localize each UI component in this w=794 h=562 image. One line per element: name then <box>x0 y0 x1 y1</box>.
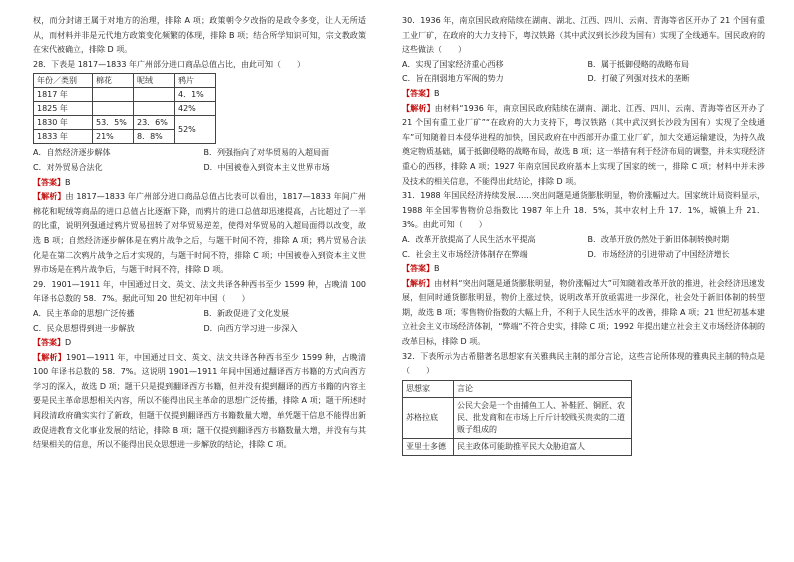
analysis-tag: 【解析】 <box>402 278 435 288</box>
table-row <box>403 397 632 438</box>
analysis-text: 由 1817—1833 年广州部分进口商品总值占比表可以看出，1817—1833 年间广州棉花和呢绒等商品的进口总值占比逐渐下降，而鸦片的进口总值却迅速提高，占比超过了一半的比重，说明列强通过鸦片贸易扭转了对华贸易逆差，使得对华贸易的入超局面得以改变，故选 B 项；自然经济逐步解体是在鸦片战争之后，与题干时间不符，排除 A 项；鸦片贸易合法化是在第二次鸦片战争之后才实现的，与题干时间不符，排除 C 项；中国被卷入到资本主义世界市场是在鸦片战争后，与题干时间不符，排除 D 项。 <box>33 192 366 275</box>
q28-answer <box>33 176 366 191</box>
analysis-text: 由材料“1936 年，南京国民政府陆续在湖南、湖北、江西、四川、云南、青海等省区开办了 21 个国有重工业厂矿”“在政府的大力支持下，粤汉铁路（其中武汉到长沙段为国有）实现了全线通车”可知随着日本侵华进程的加快，国民政府在中西部开办重工业厂矿，加大交通运输建设，为持久战奠定物质基础，属于抵御侵略的战略布局，故选 B 项；这一举措有利于经济布局的调整，并未实现经济重心的西移，排除 A 项；1927 年南京国民政府基本上实现了国家的统一，排除 C 项；材料中并未涉及技术的相关信息，不能得出此结论，排除 D 项。 <box>402 103 766 186</box>
option-d: D．市场经济的引进带动了中国经济增长 <box>587 249 730 259</box>
continuation-text: 权，而分封诸王属于对地方的治理，排除 A 项；政策朝令夕改指的是政令多变，让人无所适从，而材料并非是元代地方政策变化频繁的体现，排除 B 项；结合所学知识可知，宗文教政策在宋代被确立，排除 D 项。 <box>33 16 366 55</box>
q30-analysis <box>402 102 765 190</box>
answer-value: B <box>434 264 440 274</box>
option-a: A．实现了国家经济重心西移 <box>402 59 504 69</box>
table-cell: 1833 年 <box>34 130 93 144</box>
table-cell: 1825 年 <box>34 102 93 116</box>
table-cell: 苏格拉底 <box>403 397 454 438</box>
option-c: C．社会主义市场经济体制存在弊端 <box>402 249 528 259</box>
table-cell: 民主政体可能助推平民大众胁迫富人 <box>454 438 632 455</box>
q30-stem: 30．1936 年，南京国民政府陆续在湖南、湖北、江西、四川、云南、青海等省区开办了 21 个国有重工业厂矿，在政府的大力支持下，粤汉铁路（其中武汉到长沙段为国有）实现了全线通车。国民政府的这些做法（ ） <box>402 16 765 55</box>
table-cell: 52% <box>175 116 216 144</box>
table-cell: 公民大会是一个由捕鱼工人、补鞋匠、铜匠、农民、批发商和在市场上斤斤计较贱买贵卖的二道贩子组成的 <box>454 397 632 438</box>
option-b: B．改革开放仍然处于新旧体制转换时期 <box>587 234 729 244</box>
answer-tag: 【答案】 <box>33 177 65 187</box>
q29-analysis <box>33 351 366 453</box>
table-header-cell: 言论 <box>454 380 632 397</box>
table-header-row <box>403 380 632 397</box>
table-cell <box>93 102 134 116</box>
answer-tag: 【答案】 <box>402 88 434 98</box>
table-cell: 21% <box>93 130 134 144</box>
table-row <box>34 116 216 130</box>
q32-table <box>402 380 632 456</box>
q31-stem: 31．1988 年国民经济持续发展……突出问题是通货膨胀明显，物价涨幅过大。国家统计局资料显示，1988 年全国零售物价总指数比 1987 年上升 18．5%，其中农村上升 17．1%，城镇上升 21．3%。由此可知（ ） <box>402 191 765 230</box>
option-b: B．属于抵御侵略的战略布局 <box>587 59 689 69</box>
right-column <box>402 14 765 458</box>
q30-options <box>402 58 765 87</box>
left-column <box>33 14 366 453</box>
q29-stem: 29．1901—1911 年，中国通过日文、英文、法文共译各种西书至少 1599 种，占晚清 100 年译书总数的 58．7%。据此可知 20 世纪初年中国（ ） <box>33 279 366 304</box>
table-header-cell: 棉花 <box>93 74 134 88</box>
q28-table <box>33 73 216 144</box>
q32-stem: 32．下表所示为古希腊著名思想家有关雅典民主制的部分言论，这些言论所体现的雅典民主制的特点是（ ） <box>402 351 765 376</box>
table-header-cell: 年份／类别 <box>34 74 93 88</box>
analysis-text: 1901—1911 年，中国通过日文、英文、法文共译各种西书至少 1599 种，占晚清 100 年译书总数的 58．7%。这说明 1901—1911 年间中国通过翻译西方书籍的方式向西方学习的深入，故选 D 项；题干只是提到翻译西方书籍，但并没有提到翻译的西方书籍的内容主要是民主革命思想相关内容，所以不能得出民主革命的思想广泛传播，排除 A 项；题干所述时间段清政府确实实行了新政，但题干仅提到翻译西方书籍数量大增，单凭题干信息不能得出新政促进教育文化事业发展的结论，排除 B 项；题干仅提到翻译西方书籍数量大增，并没有与其结果相关的信息，所以不能得出民众思想进一步解放的结论，排除 C 项。 <box>33 352 366 450</box>
table-cell <box>93 88 134 102</box>
option-b: B．新政促进了文化发展 <box>203 308 289 318</box>
table-header-row <box>34 74 216 88</box>
table-cell: 42% <box>175 102 216 116</box>
table-cell: 23．6% <box>134 116 175 130</box>
table-header-cell: 呢绒 <box>134 74 175 88</box>
answer-value: B <box>65 177 71 187</box>
q29-options <box>33 307 366 336</box>
table-cell <box>134 102 175 116</box>
analysis-tag: 【解析】 <box>33 352 67 362</box>
table-cell: 4．1% <box>175 88 216 102</box>
option-a: A．改革开放提高了人民生活水平提高 <box>402 234 536 244</box>
table-row <box>34 88 216 102</box>
option-c: C．对外贸易合法化 <box>33 162 103 172</box>
table-header-cell: 鸦片 <box>175 74 216 88</box>
table-cell <box>134 88 175 102</box>
option-a: A．民主革命的思想广泛传播 <box>33 308 135 318</box>
option-d: D．打破了列强对技术的垄断 <box>587 74 690 84</box>
q28-options <box>33 146 366 175</box>
table-cell: 1817 年 <box>34 88 93 102</box>
q28-stem: 28．下表是 1817—1833 年广州部分进口商品总值占比，由此可知（ ） <box>33 59 305 69</box>
option-a: A．自然经济逐步解体 <box>33 148 111 158</box>
answer-tag: 【答案】 <box>33 338 65 348</box>
table-row <box>34 102 216 116</box>
q30-answer <box>402 87 765 102</box>
q29-answer <box>33 336 366 351</box>
table-cell: 53．5% <box>93 116 134 130</box>
option-b: B．列强指向了对华贸易的入超局面 <box>203 148 329 158</box>
answer-tag: 【答案】 <box>402 264 434 274</box>
option-d: D．中国被卷入到资本主义世界市场 <box>203 162 330 172</box>
q31-answer <box>402 262 765 277</box>
answer-value: B <box>434 88 440 98</box>
table-header-cell: 思想家 <box>403 380 454 397</box>
option-c: C．旨在削弱地方军阀的势力 <box>402 74 504 84</box>
answer-value: D <box>65 338 72 348</box>
analysis-tag: 【解析】 <box>33 192 66 202</box>
table-cell: 8．8% <box>134 130 175 144</box>
table-cell: 1830 年 <box>34 116 93 130</box>
option-d: D．向西方学习进一步深入 <box>203 323 298 333</box>
q28-analysis <box>33 190 366 278</box>
q31-options <box>402 233 765 262</box>
analysis-text: 由材料“突出问题是通货膨胀明显，物价涨幅过大”可知随着改革开放的推进，社会经济迅速发展，但同时通货膨胀明显，物价上涨过快，说明改革开放亟需进一步深化，社会处于新旧体制的转型期，故选 B 项；零售物价指数的大幅上升，不利于人民生活水平的改善，排除 A 项；21 世纪初基本建立社会主义市场经济体制，“弊端”不符合史实，排除 C 项；1992 年提出建立社会主义市场经济体制的改革目标，排除 D 项。 <box>402 278 765 347</box>
analysis-tag: 【解析】 <box>402 103 435 113</box>
table-cell: 亚里士多德 <box>403 438 454 455</box>
option-c: C．民众思想得到进一步解放 <box>33 323 135 333</box>
table-row <box>403 438 632 455</box>
q31-analysis <box>402 277 765 350</box>
